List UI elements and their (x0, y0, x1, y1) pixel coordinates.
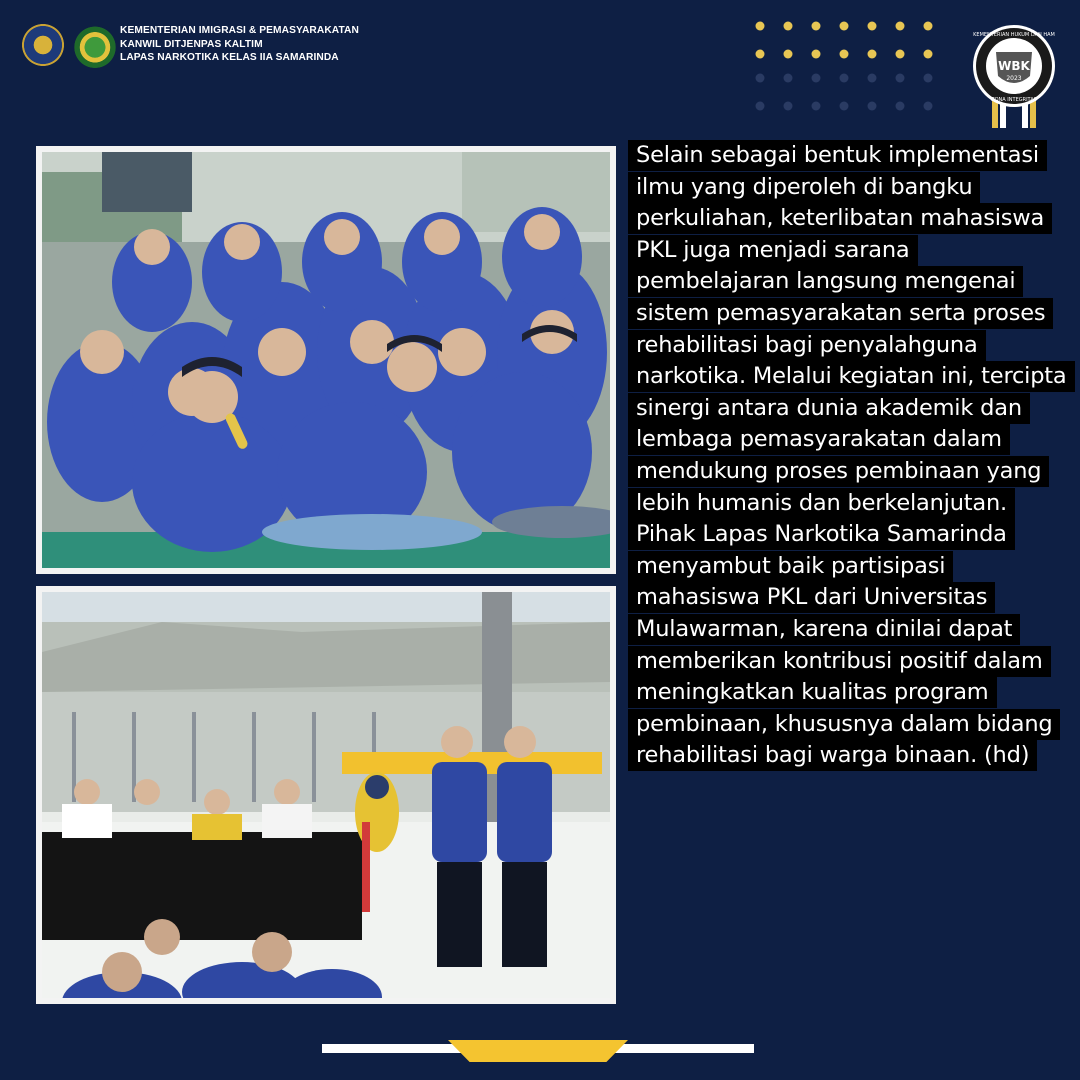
decorative-dots (752, 16, 942, 116)
article-body (628, 140, 1068, 772)
photo-seated-inmates (36, 146, 616, 574)
article-paragraph-1 (628, 140, 1068, 519)
footer-accent-tab (448, 1040, 628, 1062)
header-text (120, 24, 359, 65)
ministry-emblem-icon (20, 22, 66, 68)
seated-inmates-image (42, 152, 610, 568)
badge-arc-bottom: ZONA INTEGRITAS (991, 97, 1037, 103)
article-paragraph-2-text: Pihak Lapas Narkotika Samarinda menyambut baik partisipasi mahasiswa PKL dari Universitas Mulawarman, karena dinilai dapat memberikan kontribusi positif dalam meningkatkan kualitas program pembinaan, khususnya dalam bidang rehabilitasi bagi warga binaan. (hd) (628, 519, 1060, 771)
header-line-kanwil: KANWIL DITJENPAS KALTIM (120, 38, 263, 50)
article-paragraph-2 (628, 519, 1068, 772)
badge-arc-top: KEMENTERIAN HUKUM DAN HAM (973, 32, 1055, 38)
wbk-badge (972, 24, 1056, 130)
article-paragraph-1-text: Selain sebagai bentuk implementasi ilmu yang diperoleh di bangku perkuliahan, keterlibatan mahasiswa PKL juga menjadi sarana pembelajaran langsung mengenai sistem pemasyarakatan serta proses rehabilitasi bagi penyalahguna narkotika. Melalui kegiatan ini, tercipta sinergi antara dunia akademik dan lembaga pemasyarakatan dalam mendukung proses pembinaan yang lebih humanis dan berkelanjutan. (628, 140, 1075, 519)
badge-center-text: WBK (998, 59, 1030, 73)
pemasyarakatan-emblem-icon (72, 22, 118, 68)
badge-year: 2023 (1006, 75, 1022, 82)
presentation-image (42, 592, 610, 998)
photo-presentation (36, 586, 616, 1004)
logo-group (20, 22, 118, 68)
header-line-lapas: LAPAS NARKOTIKA KELAS IIA SAMARINDA (120, 52, 339, 63)
header-line-ministry: KEMENTERIAN IMIGRASI & PEMASYARAKATAN (120, 25, 359, 36)
